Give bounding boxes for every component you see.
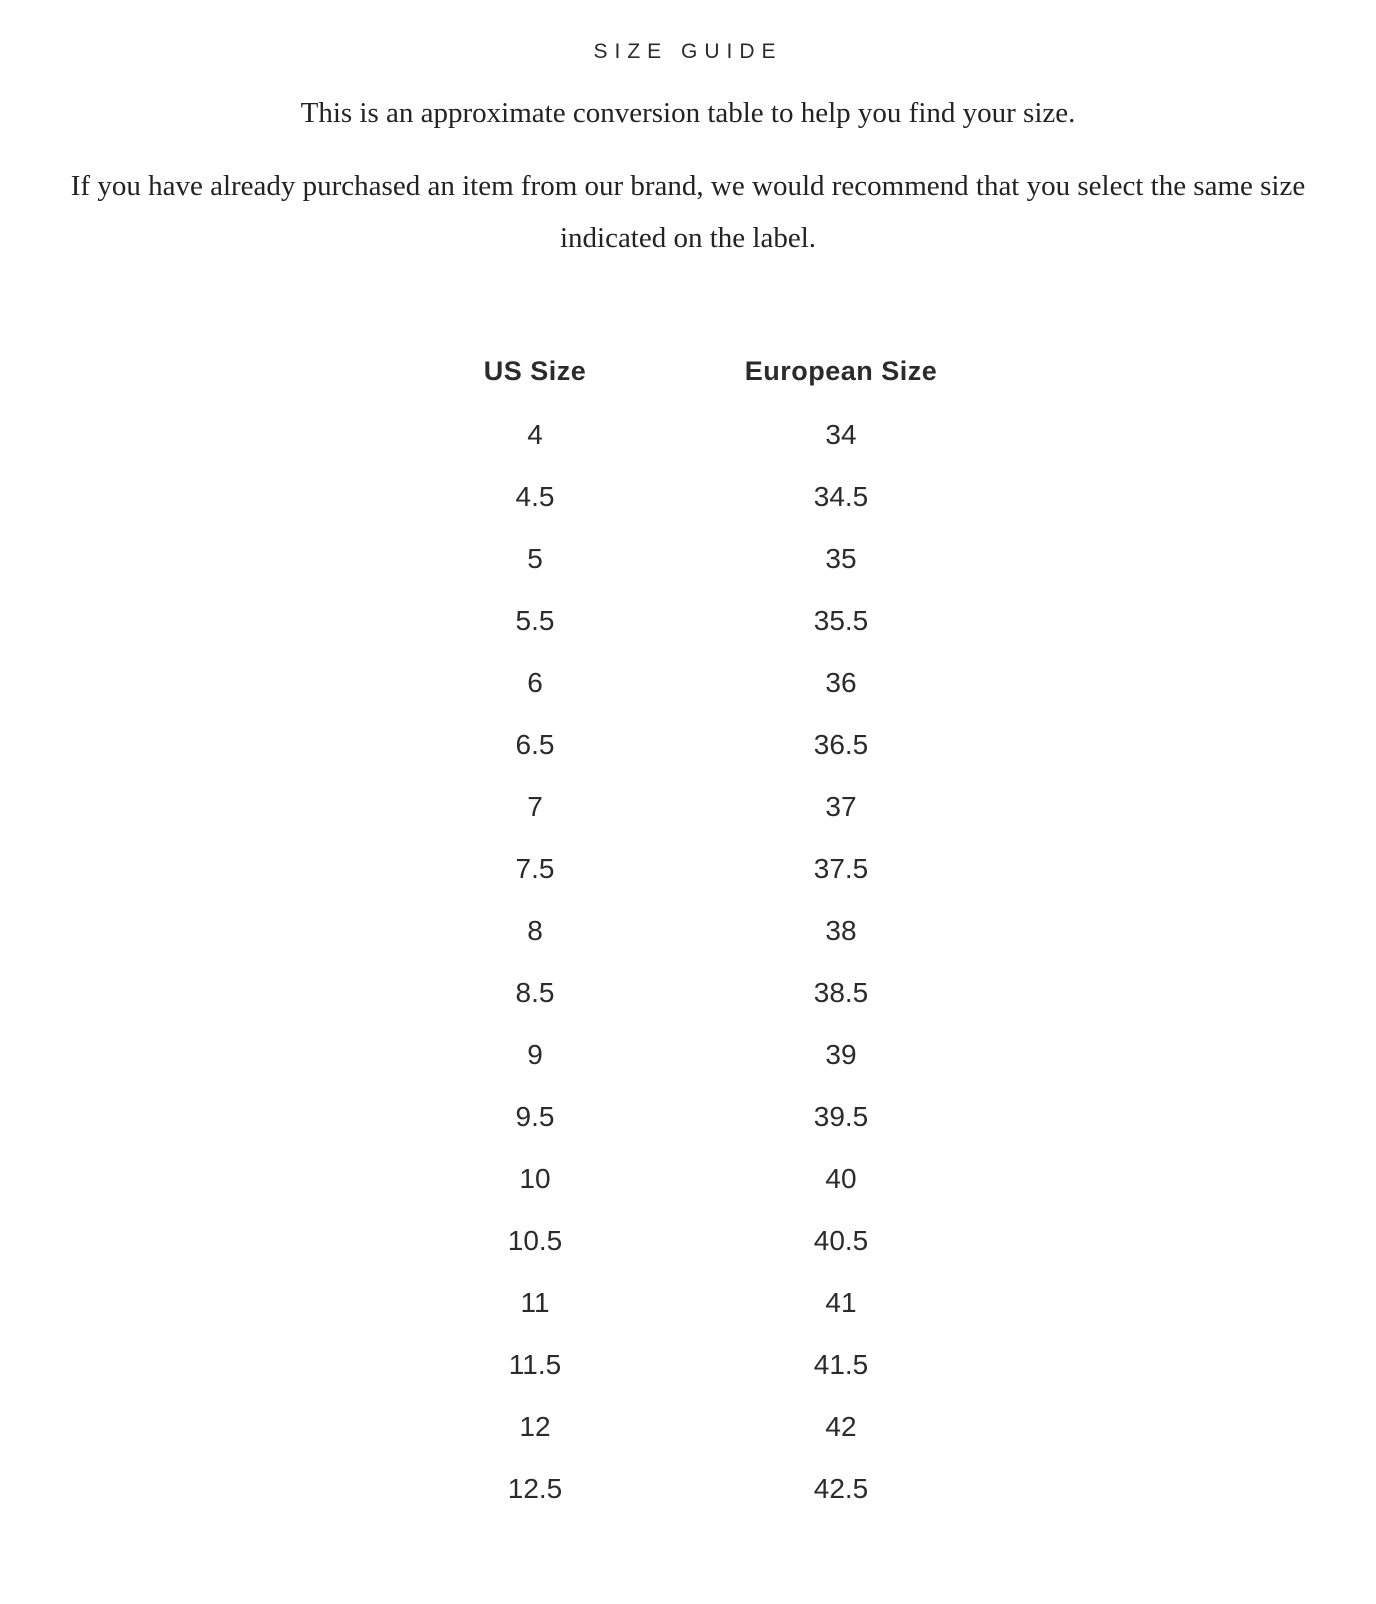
european-size-cell: 42 xyxy=(825,1411,857,1442)
european-size-cell: 37.5 xyxy=(813,853,869,884)
table-row xyxy=(382,1334,994,1396)
european-size-cell: 39 xyxy=(825,1039,857,1070)
table-row xyxy=(382,590,994,652)
us-size-cell: 12.5 xyxy=(507,1473,563,1504)
table-row xyxy=(382,1024,994,1086)
table-row xyxy=(382,466,994,528)
european-size-cell: 35 xyxy=(825,543,857,574)
european-size-cell: 38.5 xyxy=(813,977,869,1008)
table-row xyxy=(382,838,994,900)
table-row xyxy=(382,1272,994,1334)
intro-text: This is an approximate conversion table to help you find your size. xyxy=(300,97,1076,129)
note-text: If you have already purchased an item from our brand, we would recommend that you select the same size indicated on the label. xyxy=(70,170,1306,254)
us-size-cell: 9.5 xyxy=(515,1101,555,1132)
european-size-cell: 40 xyxy=(825,1163,857,1194)
table-row xyxy=(382,1210,994,1272)
us-size-cell: 10.5 xyxy=(507,1225,563,1256)
column-header-us-size: US Size xyxy=(483,355,587,386)
european-size-cell: 35.5 xyxy=(813,605,869,636)
us-size-cell: 4.5 xyxy=(515,481,555,512)
table-header-row xyxy=(382,338,994,404)
european-size-cell: 42.5 xyxy=(813,1473,869,1504)
table-row xyxy=(382,528,994,590)
column-header-european-size: European Size xyxy=(744,355,938,386)
us-size-cell: 8 xyxy=(527,915,543,946)
table-row xyxy=(382,714,994,776)
table-row xyxy=(382,776,994,838)
size-conversion-table xyxy=(382,338,994,1520)
european-size-cell: 38 xyxy=(825,915,857,946)
european-size-cell: 36 xyxy=(825,667,857,698)
us-size-cell: 5 xyxy=(527,543,543,574)
us-size-cell: 11.5 xyxy=(508,1349,562,1380)
us-size-cell: 6.5 xyxy=(515,729,555,760)
european-size-cell: 37 xyxy=(825,791,857,822)
us-size-cell: 8.5 xyxy=(515,977,555,1008)
table-row xyxy=(382,404,994,466)
table-row xyxy=(382,962,994,1024)
european-size-cell: 41 xyxy=(825,1287,857,1318)
table-row xyxy=(382,1458,994,1520)
table-row xyxy=(382,1148,994,1210)
us-size-cell: 5.5 xyxy=(515,605,555,636)
page-title: SIZE GUIDE xyxy=(593,40,783,63)
table-row xyxy=(382,652,994,714)
us-size-cell: 7.5 xyxy=(515,853,555,884)
us-size-cell: 10 xyxy=(519,1163,551,1194)
us-size-cell: 4 xyxy=(527,419,543,450)
table-row xyxy=(382,1086,994,1148)
us-size-cell: 11 xyxy=(520,1287,550,1318)
us-size-cell: 7 xyxy=(527,791,543,822)
european-size-cell: 41.5 xyxy=(813,1349,869,1380)
european-size-cell: 39.5 xyxy=(813,1101,869,1132)
european-size-cell: 34 xyxy=(825,419,857,450)
table-row xyxy=(382,1396,994,1458)
us-size-cell: 6 xyxy=(527,667,543,698)
us-size-cell: 9 xyxy=(527,1039,543,1070)
table-row xyxy=(382,900,994,962)
european-size-cell: 36.5 xyxy=(813,729,869,760)
european-size-cell: 34.5 xyxy=(813,481,869,512)
european-size-cell: 40.5 xyxy=(813,1225,869,1256)
us-size-cell: 12 xyxy=(519,1411,551,1442)
